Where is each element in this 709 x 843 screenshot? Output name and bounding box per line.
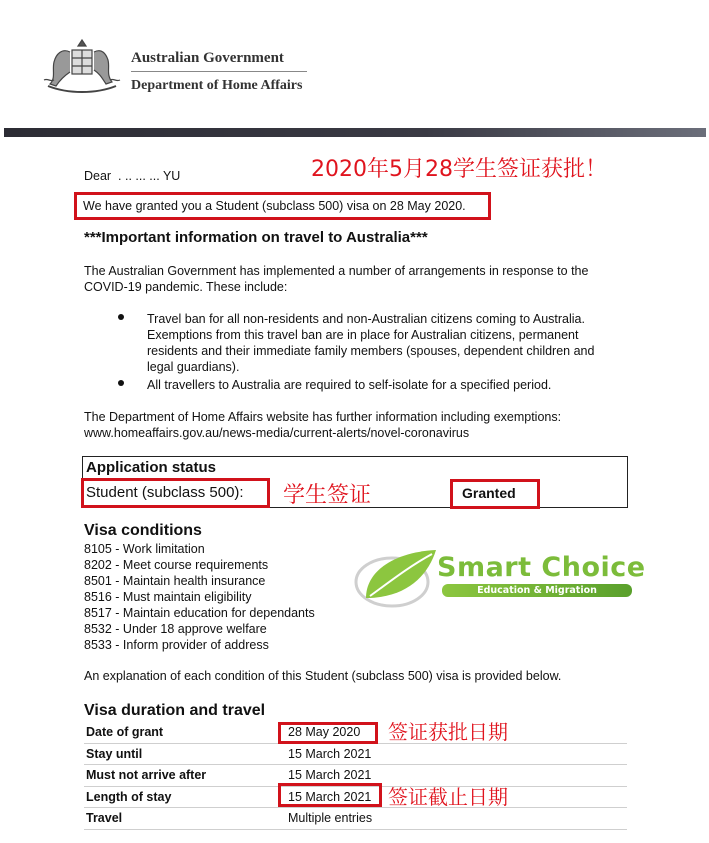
header-banner bbox=[4, 128, 706, 137]
row-label: Length of stay bbox=[84, 786, 286, 808]
visa-type: Student (subclass 500): bbox=[86, 484, 244, 501]
smart-choice-leaf-icon bbox=[352, 546, 438, 610]
coat-of-arms-icon bbox=[40, 36, 124, 98]
intro-line-1: The Australian Government has implemented a number of arrangements in response to the bbox=[84, 264, 589, 278]
dept-info-line-1: The Department of Home Affairs website has further information including exemptions: bbox=[84, 410, 562, 424]
annotation-student-visa: 学生签证 bbox=[283, 483, 372, 508]
row-value: 28 May 2020 bbox=[286, 722, 627, 743]
condition-item: 8532 - Under 18 approve welfare bbox=[84, 622, 267, 636]
bullet-1-line-1: Travel ban for all non-residents and non-Australian citizens coming to Australia. bbox=[147, 312, 585, 326]
condition-item: 8517 - Maintain education for dependants bbox=[84, 606, 315, 620]
bullet-2: All travellers to Australia are required to self-isolate for a specified period. bbox=[147, 378, 552, 392]
annotation-grant-date: 签证获批日期 bbox=[388, 720, 508, 744]
row-value: 15 March 2021 bbox=[286, 786, 627, 808]
intro-line-2: COVID-19 pandemic. These include: bbox=[84, 280, 288, 294]
row-value: 15 March 2021 bbox=[286, 743, 627, 765]
bullet-1-line-3: residents and their immediate family members (spouses, dependent children and bbox=[147, 344, 595, 358]
condition-item: 8533 - Inform provider of address bbox=[84, 638, 269, 652]
table-row bbox=[84, 808, 627, 830]
visa-conditions-title: Visa conditions bbox=[84, 522, 202, 539]
bullet-icon bbox=[118, 314, 124, 320]
condition-item: 8202 - Meet course requirements bbox=[84, 558, 269, 572]
highlight-box-grant-date bbox=[278, 722, 378, 744]
smart-choice-tagline: Education & Migration bbox=[477, 585, 597, 596]
annotation-expiry-date: 签证截止日期 bbox=[388, 785, 508, 809]
row-label: Travel bbox=[84, 808, 286, 830]
salutation: Dear . .. ... ... YU bbox=[84, 169, 181, 183]
header-divider bbox=[131, 71, 307, 72]
highlight-box-expiry-date bbox=[278, 783, 382, 807]
dept-info-url[interactable]: www.homeaffairs.gov.au/news-media/current-alerts/novel-coronavirus bbox=[84, 426, 470, 440]
row-value: 15 March 2021 bbox=[286, 765, 627, 787]
condition-item: 8516 - Must maintain eligibility bbox=[84, 590, 252, 604]
government-name: Australian Government bbox=[131, 50, 284, 66]
table-row bbox=[84, 743, 627, 765]
smart-choice-brand: Smart Choice bbox=[437, 552, 646, 583]
bullet-icon bbox=[118, 380, 124, 386]
annotation-headline: 2020年5月28学生签证获批！ bbox=[311, 157, 607, 182]
bullet-1-line-4: legal guardians). bbox=[147, 360, 240, 374]
row-label: Stay until bbox=[84, 743, 286, 765]
department-name: Department of Home Affairs bbox=[131, 78, 303, 93]
condition-item: 8501 - Maintain health insurance bbox=[84, 574, 266, 588]
conditions-explanation: An explanation of each condition of this Student (subclass 500) visa is provided below. bbox=[84, 669, 562, 683]
granted-statement: We have granted you a Student (subclass 500) visa on 28 May 2020. bbox=[83, 199, 466, 213]
bullet-1-line-2: Exemptions from this travel ban are in place for Australian citizens, permanent bbox=[147, 328, 579, 342]
row-label: Date of grant bbox=[84, 722, 286, 743]
status-badge: Granted bbox=[462, 485, 516, 501]
row-value: Multiple entries bbox=[286, 808, 627, 830]
letterhead bbox=[0, 0, 709, 128]
visa-duration-title: Visa duration and travel bbox=[84, 702, 266, 719]
important-heading: ***Important information on travel to Australia*** bbox=[84, 229, 428, 246]
application-status-title: Application status bbox=[86, 459, 217, 476]
condition-item: 8105 - Work limitation bbox=[84, 542, 205, 556]
row-label: Must not arrive after bbox=[84, 765, 286, 787]
